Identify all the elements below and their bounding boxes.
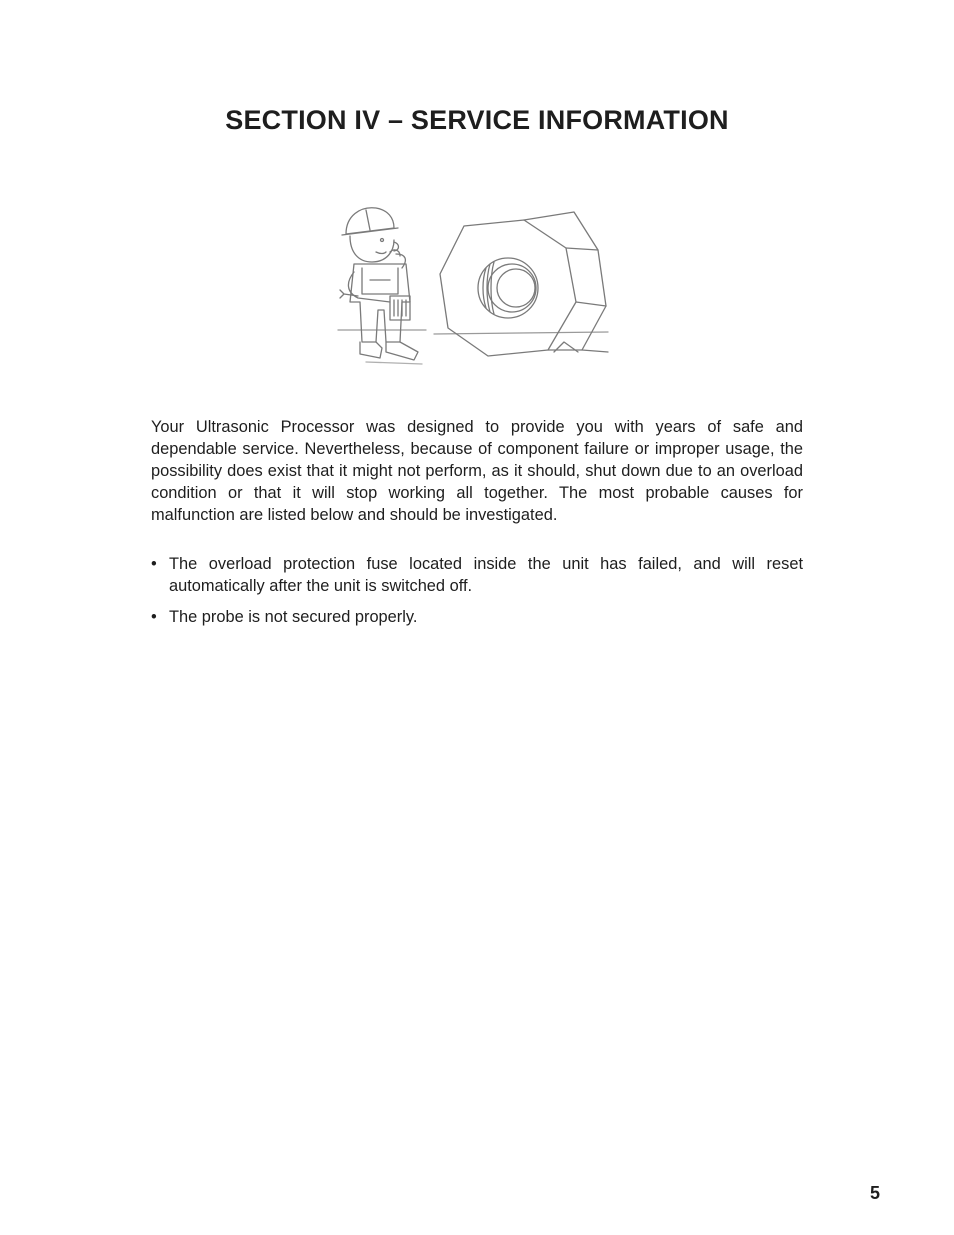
malfunction-causes-list (151, 553, 803, 637)
list-item-text: The overload protection fuse located inside the unit has failed, and will reset automatically after the unit is switched off. (169, 555, 803, 595)
worker-and-giant-nut-illustration (336, 202, 612, 374)
list-item (151, 553, 803, 597)
bullet-icon: • (151, 555, 157, 573)
bullet-icon: • (151, 608, 157, 626)
section-title: SECTION IV – SERVICE INFORMATION (225, 105, 729, 135)
list-item (151, 606, 803, 628)
intro-paragraph: Your Ultrasonic Processor was designed to provide you with years of safe and dependable service. Nevertheless, because of component failure or improper usage, the possibility does exist that it might not perform, as it should, shut down due to an overload condition or that it will stop working all together. The most probable causes for malfunction are listed below and should be investigated. (151, 418, 803, 524)
list-item-text: The probe is not secured properly. (169, 608, 418, 626)
page-number: 5 (869, 1183, 880, 1203)
